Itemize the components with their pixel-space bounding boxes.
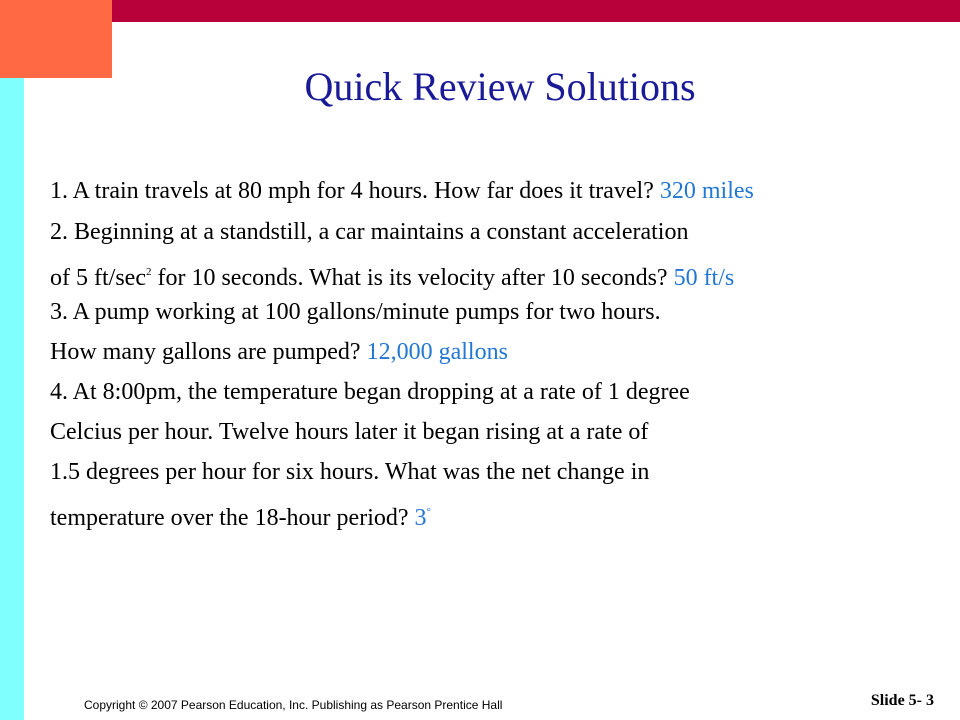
question-1-text: 1. A train travels at 80 mph for 4 hours. How far does it travel? [50,178,660,204]
question-3-text-1: 3. A pump working at 100 gallons/minute pumps for two hours. [50,299,661,325]
question-2-text-1: 2. Beginning at a standstill, a car maintains a constant acceleration [50,219,689,245]
question-4-line-1 [50,377,690,407]
degree-symbol: ° [426,506,431,518]
answer-3: 12,000 gallons [366,339,508,365]
exponent-2: 2 [145,266,152,278]
left-accent-bar [0,78,24,720]
question-2-line-2 [50,257,734,293]
question-4-line-2 [50,417,648,447]
question-4-text-2: Celcius per hour. Twelve hours later it began rising at a rate of [50,419,649,445]
question-4-text-3: 1.5 degrees per hour for six hours. What was the net change in [50,459,650,485]
answer-4: 3 [414,505,427,531]
slide-number: Slide 5- 3 [870,692,934,709]
answer-2: 50 ft/s [673,265,735,291]
question-4-text-4: temperature over the 18-hour period? [50,505,415,531]
question-4-text-1: 4. At 8:00pm, the temperature began dropping at a rate of 1 degree [50,379,690,405]
question-1-line [50,176,754,206]
answer-1: 320 miles [659,178,754,204]
slide-title: Quick Review Solutions [304,64,696,109]
top-accent-bar [112,0,960,22]
question-2-text-2a: of 5 ft/sec [50,265,146,291]
question-3-text-2: How many gallons are pumped? [50,339,367,365]
question-3-line-1 [50,297,661,327]
copyright-notice: Copyright © 2007 Pearson Education, Inc. Publishing as Pearson Prentice Hall [84,698,503,712]
question-2-text-2b: for 10 seconds. What is its velocity after 10 seconds? [151,265,674,291]
question-4-line-4 [50,497,431,533]
question-3-line-2 [50,337,508,367]
question-2-line-1 [50,217,688,247]
question-4-line-3 [50,457,649,487]
